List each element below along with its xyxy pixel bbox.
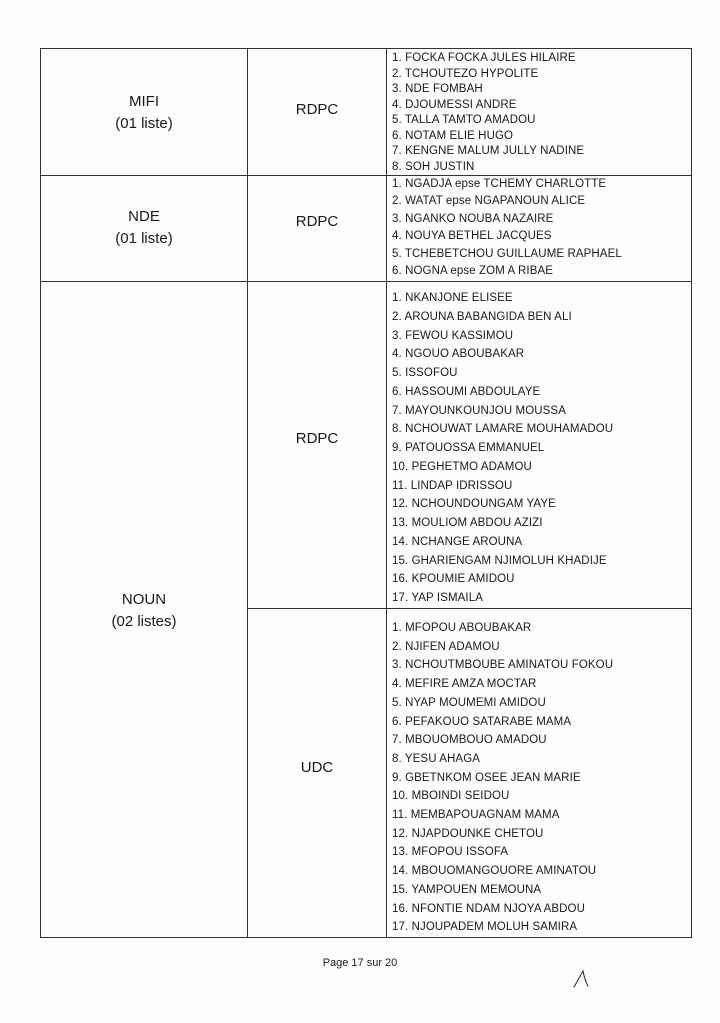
- candidate-list-noun-udc: [392, 619, 613, 937]
- list-item: 11. LINDAP IDRISSOU: [392, 479, 513, 492]
- party-cell-noun-rdpc: RDPC: [295, 430, 339, 447]
- district-cell-mifi: [41, 91, 247, 135]
- district-cell-noun: [41, 589, 247, 633]
- column-divider-party: [386, 49, 387, 937]
- list-item: 2. TCHOUTEZO HYPOLITE: [392, 67, 539, 80]
- list-item: 17. NJOUPADEM MOLUH SAMIRA: [392, 921, 578, 934]
- district-name: NOUN: [121, 591, 167, 608]
- list-item: 2. AROUNA BABANGIDA BEN ALI: [392, 310, 572, 323]
- district-name: MIFI: [129, 93, 159, 110]
- district-cell-nde: [41, 206, 247, 250]
- list-item: 13. MOULIOM ABDOU AZIZI: [392, 517, 543, 529]
- list-item: 3. FEWOU KASSIMOU: [392, 329, 514, 342]
- district-list-count: (02 listes): [111, 613, 177, 630]
- list-item: 14. NCHANGE AROUNA: [392, 535, 523, 548]
- candidate-lists-table: [40, 48, 692, 938]
- list-item: 17. YAP ISMAILA: [392, 592, 483, 604]
- party-cell-nde-rdpc: RDPC: [295, 213, 339, 230]
- list-item: 6. NOGNA epse ZOM A RIBAE: [392, 265, 554, 278]
- party-cell-noun-udc: UDC: [300, 759, 334, 776]
- list-item: 3. NCHOUTMBOUBE AMINATOU FOKOU: [392, 659, 614, 672]
- list-item: 1. FOCKA FOCKA JULES HILAIRE: [392, 52, 576, 64]
- district-name: NDE: [128, 208, 160, 225]
- list-item: 5. NYAP MOUMEMI AMIDOU: [392, 696, 546, 709]
- list-item: 16. KPOUMIE AMIDOU: [392, 573, 515, 586]
- column-divider-district: [247, 49, 248, 937]
- list-item: 12. NJAPDOUNKE CHETOU: [392, 827, 544, 840]
- page-number: Page 17 sur 20: [322, 957, 398, 969]
- row-divider-nde-noun: [41, 281, 691, 282]
- list-item: 3. NGANKO NOUBA NAZAIRE: [392, 212, 554, 225]
- list-item: 3. NDE FOMBAH: [392, 83, 483, 95]
- list-item: 13. MFOPOU ISSOFA: [392, 846, 509, 859]
- list-item: 2. NJIFEN ADAMOU: [392, 640, 500, 653]
- candidate-list-nde-rdpc: [392, 176, 622, 280]
- list-item: 6. PEFAKOUO SATARABE MAMA: [392, 715, 572, 728]
- list-item: 11. MEMBAPOUAGNAM MAMA: [392, 809, 560, 822]
- list-item: 9. GBETNKOM OSEE JEAN MARIE: [392, 771, 581, 784]
- list-item: 4. NGOUO ABOUBAKAR: [392, 348, 525, 361]
- list-item: 1. NKANJONE ELISEE: [392, 292, 513, 304]
- handwritten-initial: [571, 968, 593, 990]
- list-item: 5. ISSOFOU: [392, 367, 458, 379]
- list-item: 9. PATOUOSSA EMMANUEL: [392, 442, 545, 454]
- list-item: 14. MBOUOMANGOUORE AMINATOU: [392, 865, 597, 878]
- list-item: 10. PEGHETMO ADAMOU: [392, 460, 532, 473]
- list-item: 15. YAMPOUEN MEMOUNA: [392, 883, 542, 896]
- district-list-count: (01 liste): [115, 115, 173, 132]
- list-item: 4. DJOUMESSI ANDRE: [392, 98, 517, 111]
- list-item: 8. YESU AHAGA: [392, 752, 481, 765]
- candidate-list-noun-rdpc: [392, 289, 613, 608]
- list-item: 10. MBOINDI SEIDOU: [392, 790, 510, 803]
- district-list-count: (01 liste): [115, 230, 173, 247]
- list-item: 5. TCHEBETCHOU GUILLAUME RAPHAEL: [392, 247, 622, 260]
- list-item: 12. NCHOUNDOUNGAM YAYE: [392, 498, 556, 511]
- list-item: 8. NCHOUWAT LAMARE MOUHAMADOU: [392, 423, 614, 436]
- list-item: 1. NGADJA epse TCHEMY CHARLOTTE: [392, 178, 607, 190]
- list-item: 8. SOH JUSTIN: [392, 160, 475, 173]
- list-item: 15. GHARIENGAM NJIMOLUH KHADIJE: [392, 554, 607, 567]
- list-item: 1. MFOPOU ABOUBAKAR: [392, 622, 532, 634]
- row-divider-rdpc-udc: [247, 608, 691, 609]
- list-item: 7. MAYOUNKOUNJOU MOUSSA: [392, 404, 566, 417]
- list-item: 6. NOTAM ELIE HUGO: [392, 129, 514, 142]
- list-item: 16. NFONTIE NDAM NJOYA ABDOU: [392, 902, 586, 915]
- list-item: 7. MBOUOMBOUO AMADOU: [392, 734, 547, 747]
- list-item: 7. KENGNE MALUM JULLY NADINE: [392, 145, 585, 157]
- list-item: 4. MEFIRE AMZA MOCTAR: [392, 678, 537, 691]
- list-item: 6. HASSOUMI ABDOULAYE: [392, 385, 541, 398]
- list-item: 5. TALLA TAMTO AMADOU: [392, 114, 536, 126]
- list-item: 4. NOUYA BETHEL JACQUES: [392, 230, 552, 243]
- list-item: 2. WATAT epse NGAPANOUN ALICE: [392, 195, 586, 208]
- candidate-list-mifi-rdpc: [392, 51, 584, 175]
- party-cell-mifi-rdpc: RDPC: [295, 101, 339, 118]
